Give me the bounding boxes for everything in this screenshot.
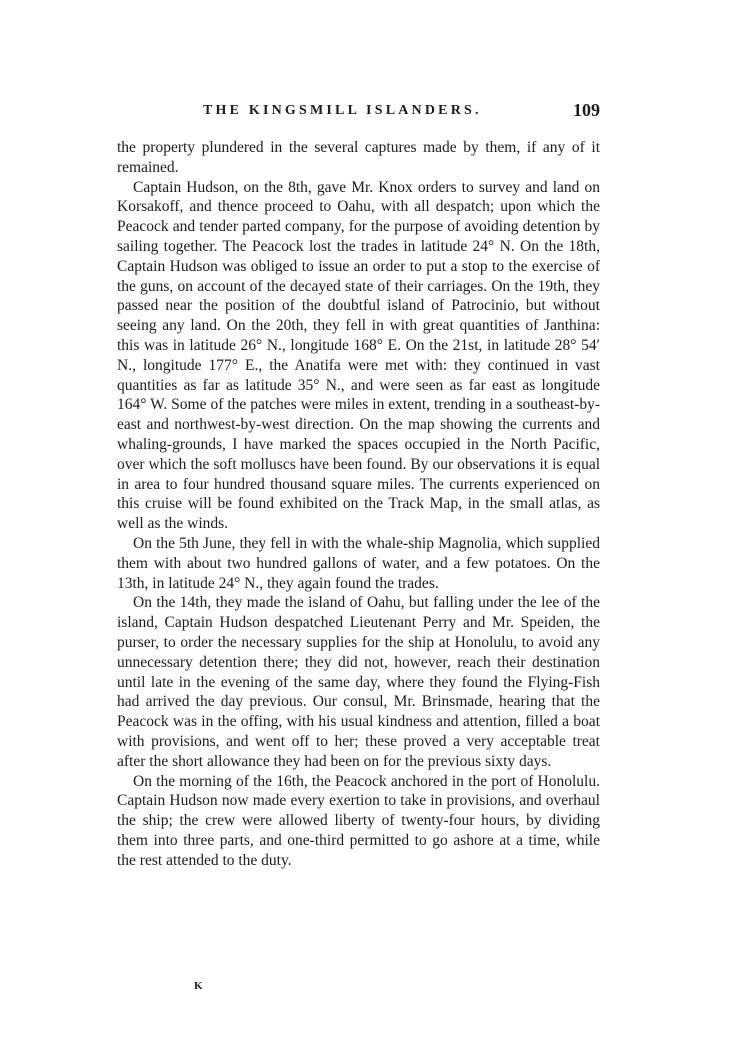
paragraph-magnolia: On the 5th June, they fell in with the whale-ship Magnolia, which supplied them with about two hundred gallons of water, and a few potatoes. On the 13th, in latitude 24° N., they again found the trades. <box>117 534 600 592</box>
signature-mark: K <box>194 980 203 992</box>
running-head: THE KINGSMILL ISLANDERS. <box>203 103 482 118</box>
page-header <box>117 98 600 128</box>
paragraph-oahu: On the 14th, they made the island of Oahu, but falling under the lee of the island, Captain Hudson despatched Lieutenant Perry and Mr. Speiden, the purser, to order the necessary supplies for the ship at Honolulu, to avoid any unnecessary detention there; they did not, however, reach their destination until late in the evening of the same day, where they found the Flying-Fish had arrived the day previous. Our consul, Mr. Brinsmade, hearing that the Peacock was in the offing, with his usual kindness and attention, filled a boat with provisions, and went off to her; these proved a very acceptable treat after the short allowance they had been on for the previous sixty days. <box>117 594 600 770</box>
paragraph-honolulu: On the morning of the 16th, the Peacock anchored in the port of Honolulu. Captain Hudson now made every exertion to take in provisions, and overhaul the ship; the crew were allowed liberty of twenty-four hours, by dividing them into three parts, and one-third permitted to go ashore at a time, while the rest attended to the duty. <box>117 772 600 869</box>
body-text <box>117 138 600 870</box>
paragraph-hudson-orders: Captain Hudson, on the 8th, gave Mr. Knox orders to survey and land on Korsakoff, and thence proceed to Oahu, with all despatch; upon which the Peacock and tender parted company, for the purpose of avoiding detention by sailing together. The Peacock lost the trades in latitude 24° N. On the 18th, Captain Hudson was obliged to issue an order to put a stop to the exercise of the guns, on account of the decayed state of their carriages. On the 19th, they passed near the position of the doubtful island of Patrocinio, but without seeing any land. On the 20th, they fell in with great quantities of Janthina: this was in latitude 26° N., longitude 168° E. On the 21st, in latitude 28° 54′ N., longitude 177° E., the Anatifa were met with: they continued in vast quantities as far as latitude 35° N., and were seen as far east as longitude 164° W. Some of the patches were miles in extent, trending in a southeast-by-east and northwest-by-west direction. On the map showing the currents and whaling-grounds, I have marked the spaces occupied in the North Pacific, over which the soft molluscs have been found. By our observations it is equal in area to four hundred thousand square miles. The currents experienced on this cruise will be found exhibited on the Track Map, in the small atlas, as well as the winds. <box>117 178 600 533</box>
page-number: 109 <box>573 100 600 120</box>
paragraph-continuation: the property plundered in the several captures made by them, if any of it remained. <box>117 139 600 176</box>
